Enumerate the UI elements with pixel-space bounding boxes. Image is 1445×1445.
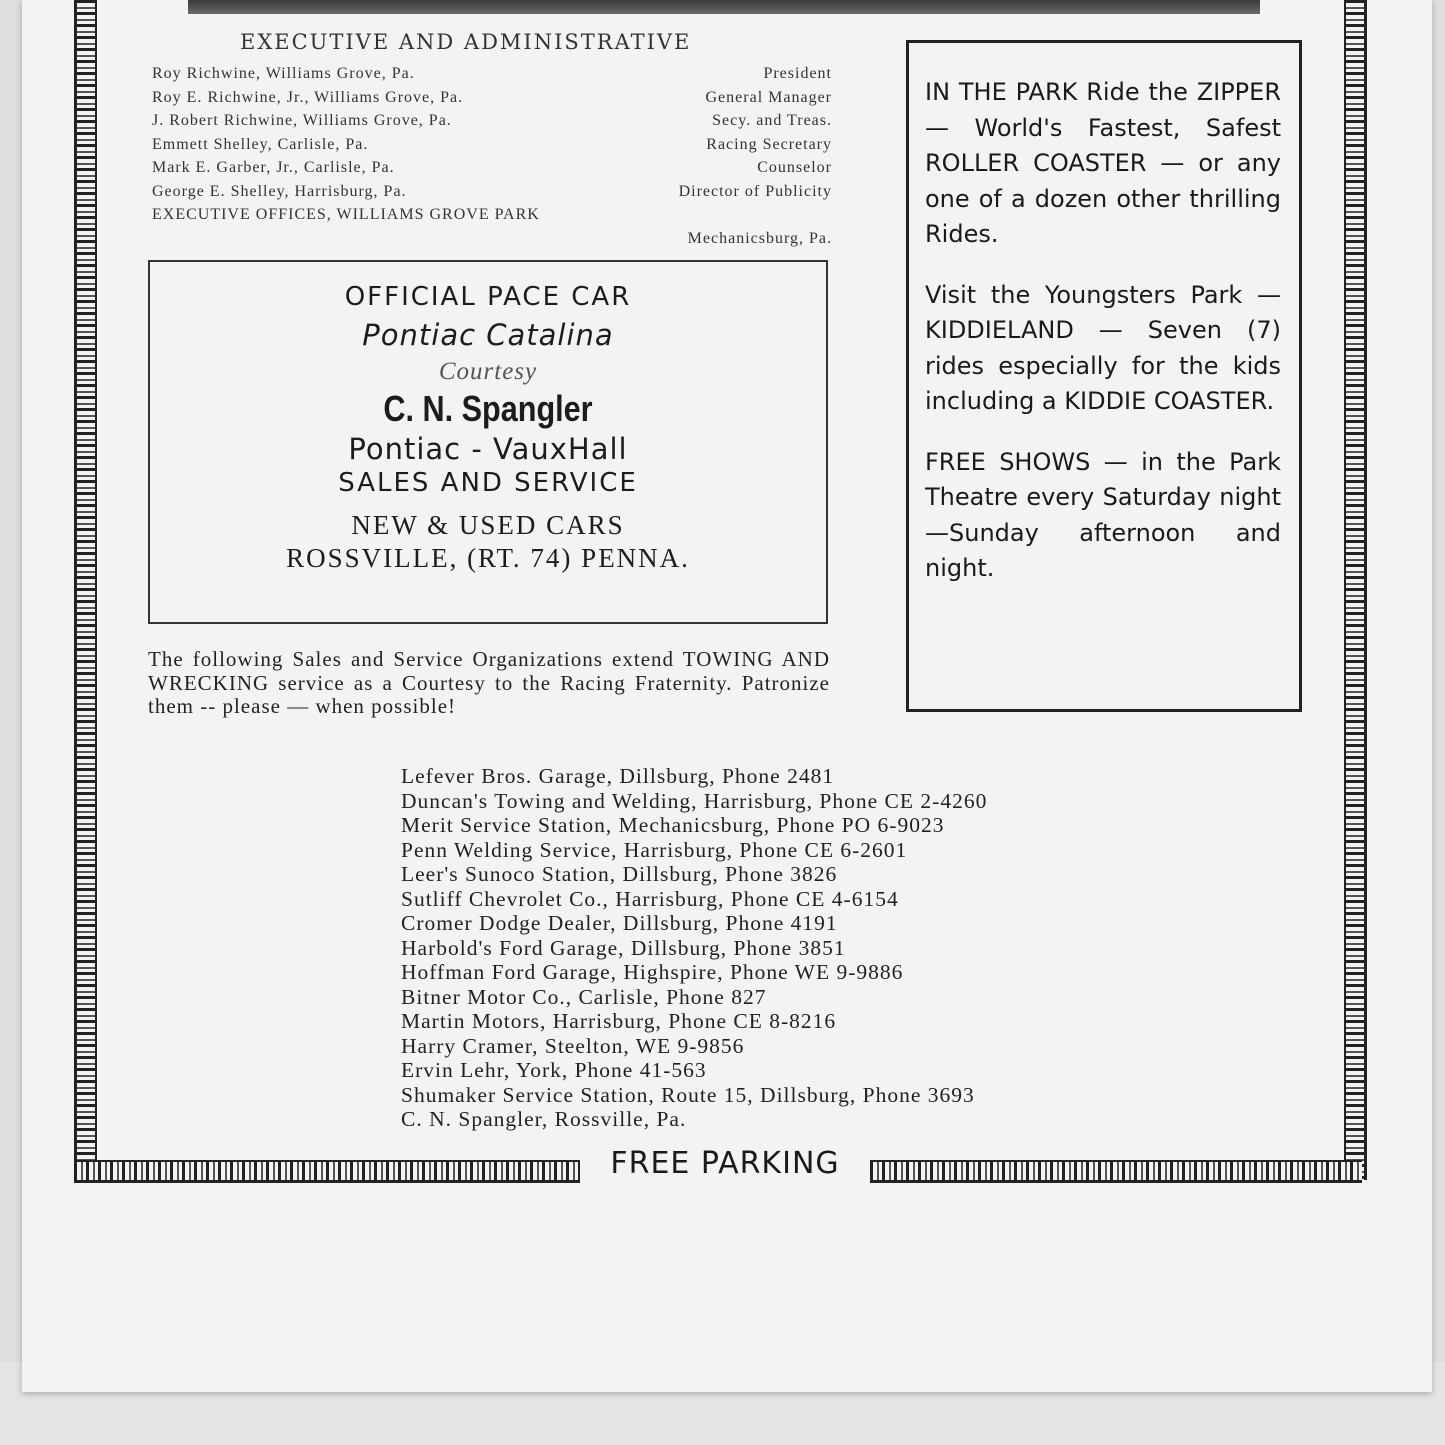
- executive-heading: EXECUTIVE AND ADMINISTRATIVE: [240, 30, 692, 54]
- list-item: Ervin Lehr, York, Phone 41-563: [401, 1058, 707, 1082]
- ornamental-border-bottom-left: [74, 1160, 580, 1183]
- list-item: Shumaker Service Station, Route 15, Dillsburg, Phone 3693: [401, 1082, 975, 1107]
- staff-row: [152, 180, 832, 204]
- ornamental-border-left: [74, 0, 97, 1180]
- kiddieland-paragraph: Visit the Youngsters Park — KIDDIELAND — Seven (7) rides especially for the kids including a KIDDIE COASTER.: [925, 280, 1281, 415]
- free-parking-label: FREE PARKING: [610, 1146, 840, 1181]
- dealer-name: C. N. Spangler: [383, 388, 593, 429]
- park-rides-paragraph: IN THE PARK Ride the ZIPPER — World's Fastest, Safest ROLLER COASTER — or any one of a dozen other thrilling Rides.: [925, 78, 1281, 248]
- dealer-brands: Pontiac - VauxHall: [348, 432, 628, 466]
- list-item: Leer's Sunoco Station, Dillsburg, Phone 3826: [401, 862, 838, 886]
- staff-row: [152, 86, 832, 110]
- staff-row: [152, 133, 832, 157]
- staff-title: President: [763, 65, 832, 82]
- pace-car-model: Pontiac Catalina: [362, 318, 614, 352]
- towing-intro: The following Sales and Service Organizations extend TOWING AND WRECKING service as a Courtesy to the Racing Fraternity. Patronize them -- please — when possible!: [148, 647, 830, 718]
- staff-title: Racing Secretary: [706, 135, 832, 153]
- dealer-address: ROSSVILLE, (RT. 74) PENNA.: [286, 543, 690, 573]
- executive-offices: [152, 203, 832, 227]
- free-shows-paragraph: FREE SHOWS — in the Park Theatre every Saturday night—Sunday afternoon and night.: [925, 447, 1281, 582]
- staff-title: General Manager: [705, 88, 832, 106]
- pace-car-ad: [148, 260, 828, 624]
- pace-car-courtesy: Courtesy: [438, 358, 538, 385]
- staff-row: [152, 62, 832, 86]
- park-attractions-box: [906, 40, 1302, 712]
- ornamental-border-bottom-right: [870, 1160, 1362, 1183]
- list-item: Lefever Bros. Garage, Dillsburg, Phone 2481: [401, 764, 835, 788]
- staff-name: Mark E. Garber, Jr., Carlisle, Pa.: [152, 159, 395, 176]
- staff-name: J. Robert Richwine, Williams Grove, Pa.: [152, 112, 452, 129]
- list-item: Martin Motors, Harrisburg, Phone CE 8-8216: [401, 1009, 837, 1033]
- list-item: C. N. Spangler, Rossville, Pa.: [401, 1107, 687, 1131]
- pace-car-title: OFFICIAL PACE CAR: [344, 282, 632, 312]
- list-item: Cromer Dodge Dealer, Dillsburg, Phone 4191: [401, 911, 838, 935]
- staff-title: Director of Publicity: [678, 182, 832, 200]
- offices-label: EXECUTIVE OFFICES, WILLIAMS GROVE PARK: [152, 206, 540, 223]
- staff-title: Secy. and Treas.: [712, 112, 832, 129]
- list-item: Merit Service Station, Mechanicsburg, Phone PO 6-9023: [401, 813, 945, 837]
- list-item: Harry Cramer, Steelton, WE 9-9856: [401, 1033, 745, 1058]
- list-item: Sutliff Chevrolet Co., Harrisburg, Phone CE 4-6154: [401, 886, 899, 911]
- top-photo-edge: [188, 0, 1260, 14]
- list-item: Bitner Motor Co., Carlisle, Phone 827: [401, 984, 767, 1009]
- list-item: Duncan's Towing and Welding, Harrisburg, Phone CE 2-4260: [401, 788, 988, 813]
- staff-name: Roy E. Richwine, Jr., Williams Grove, Pa.: [152, 88, 464, 106]
- staff-title: Counselor: [757, 159, 832, 176]
- garage-list: [401, 764, 1161, 1132]
- dealer-cars: NEW & USED CARS: [351, 510, 625, 540]
- list-item: Penn Welding Service, Harrisburg, Phone CE 6-2601: [401, 837, 908, 862]
- staff-row: [152, 109, 832, 133]
- staff-name: Roy Richwine, Williams Grove, Pa.: [152, 65, 415, 82]
- list-item: Hoffman Ford Garage, Highspire, Phone WE 9-9886: [401, 960, 904, 984]
- staff-list: [152, 62, 832, 250]
- offices-city: Mechanicsburg, Pa.: [687, 229, 832, 247]
- ornamental-border-right: [1344, 0, 1367, 1180]
- dealer-services: SALES AND SERVICE: [338, 468, 638, 498]
- staff-name: Emmett Shelley, Carlisle, Pa.: [152, 135, 369, 153]
- staff-name: George E. Shelley, Harrisburg, Pa.: [152, 182, 407, 200]
- staff-row: [152, 156, 832, 180]
- list-item: Harbold's Ford Garage, Dillsburg, Phone 3851: [401, 935, 846, 960]
